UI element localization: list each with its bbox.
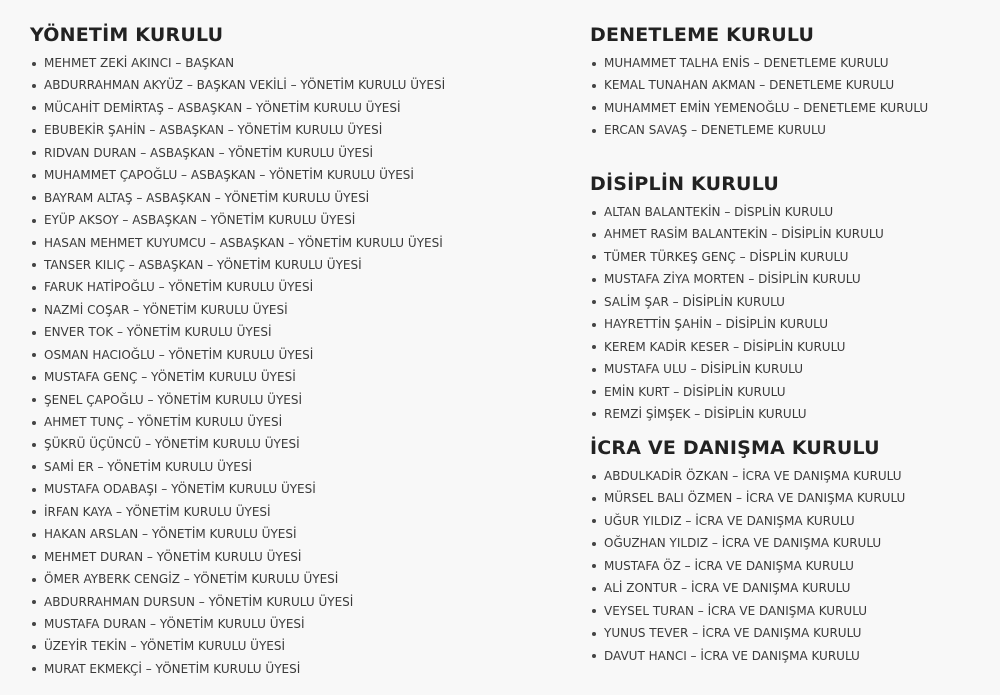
member-list-item: SALİM ŞAR – DİSİPLİN KURULU	[590, 291, 990, 313]
member-list-item: MUSTAFA ODABAŞI – YÖNETİM KURULU ÜYESİ	[30, 478, 570, 500]
member-list-item: AHMET RASİM BALANTEKİN – DİSİPLİN KURULU	[590, 223, 990, 245]
member-list-item: MUSTAFA ÖZ – İCRA VE DANIŞMA KURULU	[590, 555, 990, 577]
icra-list	[590, 465, 990, 667]
member-list-item: MUSTAFA DURAN – YÖNETİM KURULU ÜYESİ	[30, 613, 570, 635]
yonetim-title: YÖNETİM KURULU	[30, 24, 224, 46]
member-list-item: ŞÜKRÜ ÜÇÜNCÜ – YÖNETİM KURULU ÜYESİ	[30, 433, 570, 455]
member-list-item: OĞUZHAN YILDIZ – İCRA VE DANIŞMA KURULU	[590, 532, 990, 554]
denetleme-section	[590, 22, 990, 142]
member-list-item: REMZİ ŞİMŞEK – DİSİPLİN KURULU	[590, 403, 990, 425]
member-list-item: EYÜP AKSOY – ASBAŞKAN – YÖNETİM KURULU ÜYESİ	[30, 209, 570, 231]
member-list-item: BAYRAM ALTAŞ – ASBAŞKAN – YÖNETİM KURULU ÜYESİ	[30, 187, 570, 209]
member-list-item: NAZMİ COŞAR – YÖNETİM KURULU ÜYESİ	[30, 299, 570, 321]
member-list-item: VEYSEL TURAN – İCRA VE DANIŞMA KURULU	[590, 600, 990, 622]
yonetim-list	[30, 52, 570, 680]
disiplin-title: DİSİPLİN KURULU	[590, 173, 779, 195]
member-list-item: ABDURRAHMAN DURSUN – YÖNETİM KURULU ÜYESİ	[30, 591, 570, 613]
member-list-item: TÜMER TÜRKEŞ GENÇ – DİSPLİN KURULU	[590, 246, 990, 268]
member-list-item: MUSTAFA ZİYA MORTEN – DİSİPLİN KURULU	[590, 268, 990, 290]
member-list-item: ALTAN BALANTEKİN – DİSPLİN KURULU	[590, 201, 990, 223]
member-list-item: KEREM KADİR KESER – DİSİPLİN KURULU	[590, 336, 990, 358]
member-list-item: MUSTAFA GENÇ – YÖNETİM KURULU ÜYESİ	[30, 366, 570, 388]
member-list-item: SAMİ ER – YÖNETİM KURULU ÜYESİ	[30, 456, 570, 478]
member-list-item: MUHAMMET ÇAPOĞLU – ASBAŞKAN – YÖNETİM KURULU ÜYESİ	[30, 164, 570, 186]
member-list-item: HASAN MEHMET KUYUMCU – ASBAŞKAN – YÖNETİM KURULU ÜYESİ	[30, 232, 570, 254]
member-list-item: UĞUR YILDIZ – İCRA VE DANIŞMA KURULU	[590, 510, 990, 532]
member-list-item: ABDULKADİR ÖZKAN – İCRA VE DANIŞMA KURULU	[590, 465, 990, 487]
member-list-item: ALİ ZONTUR – İCRA VE DANIŞMA KURULU	[590, 577, 990, 599]
member-list-item: FARUK HATİPOĞLU – YÖNETİM KURULU ÜYESİ	[30, 276, 570, 298]
icra-section	[590, 435, 990, 667]
member-list-item: EBUBEKİR ŞAHİN – ASBAŞKAN – YÖNETİM KURULU ÜYESİ	[30, 119, 570, 141]
member-list-item: ÖMER AYBERK CENGİZ – YÖNETİM KURULU ÜYESİ	[30, 568, 570, 590]
member-list-item: MÜRSEL BALI ÖZMEN – İCRA VE DANIŞMA KURULU	[590, 487, 990, 509]
member-list-item: MUSTAFA ULU – DİSİPLİN KURULU	[590, 358, 990, 380]
member-list-item: EMİN KURT – DİSİPLİN KURULU	[590, 381, 990, 403]
member-list-item: MUHAMMET TALHA ENİS – DENETLEME KURULU	[590, 52, 990, 74]
member-list-item: MÜCAHİT DEMİRTAŞ – ASBAŞKAN – YÖNETİM KURULU ÜYESİ	[30, 97, 570, 119]
denetleme-list	[590, 52, 990, 142]
member-list-item: AHMET TUNÇ – YÖNETİM KURULU ÜYESİ	[30, 411, 570, 433]
member-list-item: ABDURRAHMAN AKYÜZ – BAŞKAN VEKİLİ – YÖNETİM KURULU ÜYESİ	[30, 74, 570, 96]
yonetim-section	[30, 22, 570, 680]
member-list-item: MURAT EKMEKÇİ – YÖNETİM KURULU ÜYESİ	[30, 658, 570, 680]
member-list-item: TANSER KILIÇ – ASBAŞKAN – YÖNETİM KURULU ÜYESİ	[30, 254, 570, 276]
member-list-item: ERCAN SAVAŞ – DENETLEME KURULU	[590, 119, 990, 141]
member-list-item: OSMAN HACIOĞLU – YÖNETİM KURULU ÜYESİ	[30, 344, 570, 366]
member-list-item: HAYRETTİN ŞAHİN – DİSİPLİN KURULU	[590, 313, 990, 335]
member-list-item: İRFAN KAYA – YÖNETİM KURULU ÜYESİ	[30, 501, 570, 523]
member-list-item: MEHMET ZEKİ AKINCI – BAŞKAN	[30, 52, 570, 74]
denetleme-title: DENETLEME KURULU	[590, 24, 815, 46]
disiplin-section	[590, 171, 990, 425]
member-list-item: RIDVAN DURAN – ASBAŞKAN – YÖNETİM KURULU ÜYESİ	[30, 142, 570, 164]
member-list-item: MEHMET DURAN – YÖNETİM KURULU ÜYESİ	[30, 546, 570, 568]
member-list-item: ÜZEYİR TEKİN – YÖNETİM KURULU ÜYESİ	[30, 635, 570, 657]
member-list-item: DAVUT HANCI – İCRA VE DANIŞMA KURULU	[590, 645, 990, 667]
member-list-item: HAKAN ARSLAN – YÖNETİM KURULU ÜYESİ	[30, 523, 570, 545]
member-list-item: KEMAL TUNAHAN AKMAN – DENETLEME KURULU	[590, 74, 990, 96]
member-list-item: YUNUS TEVER – İCRA VE DANIŞMA KURULU	[590, 622, 990, 644]
icra-title: İCRA VE DANIŞMA KURULU	[590, 437, 880, 459]
member-list-item: MUHAMMET EMİN YEMENOĞLU – DENETLEME KURULU	[590, 97, 990, 119]
member-list-item: ŞENEL ÇAPOĞLU – YÖNETİM KURULU ÜYESİ	[30, 389, 570, 411]
member-list-item: ENVER TOK – YÖNETİM KURULU ÜYESİ	[30, 321, 570, 343]
disiplin-list	[590, 201, 990, 425]
